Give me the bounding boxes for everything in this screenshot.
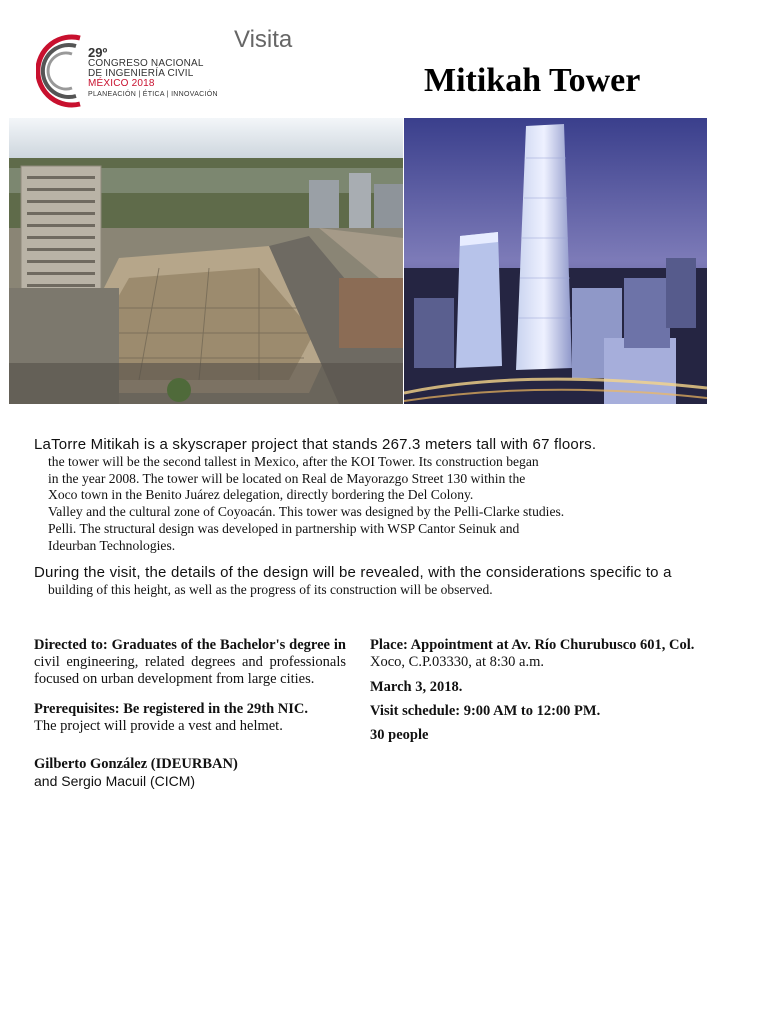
description-line: Ideurban Technologies. [48, 537, 176, 553]
logo-line-1: CONGRESO NACIONAL [88, 58, 204, 69]
directed-to [34, 637, 346, 688]
visit-paragraph [34, 564, 724, 598]
description-line: Valley and the cultural zone of Coyoacán. This tower was designed by the Pelli-Clarke studies. [48, 504, 565, 520]
description-lead: LaTorre Mitikah is a skyscraper project that stands 267.3 meters tall with 67 floors. [34, 436, 597, 453]
equipment-note: The project will provide a vest and helmet. [34, 718, 283, 734]
congress-logo-icon [36, 30, 96, 112]
description-line: Pelli. The structural design was developed in partnership with WSP Cantor Seinuk and [48, 520, 520, 536]
page-title: Mitikah Tower [424, 62, 641, 99]
visit-label: Visita [234, 26, 293, 53]
description-line: Xoco town in the Benito Juárez delegation, directly bordering the Del Colony. [48, 487, 474, 503]
visit-lead: During the visit, the details of the design will be revealed, with the considerations specific to a [34, 564, 672, 581]
visit-date: March 3, 2018. [370, 679, 463, 695]
directed-to-text: civil engineering, related degrees and professionals focused on urban development from large cities. [34, 654, 346, 687]
prerequisites: Prerequisites: Be registered in the 29th NIC. [34, 701, 308, 717]
logistics-column [370, 637, 730, 744]
description-paragraph [34, 437, 724, 555]
directed-to-label: Directed to: Graduates of the Bachelor's degree in [34, 637, 346, 653]
logo-number: 29º [88, 45, 108, 60]
place-address: Xoco, C.P.03330, at 8:30 a.m. [370, 654, 544, 670]
logo-text [88, 46, 218, 98]
description-line: in the year 2008. The tower will be located on Real de Mayorazgo Street 130 within the [48, 470, 526, 486]
visit-capacity: 30 people [370, 727, 429, 743]
place: Place: Appointment at Av. Río Churubusco 601, Col. [370, 637, 695, 653]
logo-line-3: MÉXICO 2018 [88, 78, 155, 89]
tower-render-photo [404, 118, 707, 404]
contact-primary: Gilberto González (IDEURBAN) [34, 756, 238, 772]
visit-line: building of this height, as well as the progress of its construction will be observed. [48, 582, 493, 597]
visit-schedule: Visit schedule: 9:00 AM to 12:00 PM. [370, 703, 601, 719]
construction-site-photo [9, 118, 403, 404]
congress-logo [36, 30, 226, 112]
contact-secondary: and Sergio Macuil (CICM) [34, 773, 196, 789]
audience-column [34, 637, 346, 790]
logo-line-2: DE INGENIERÍA CIVIL [88, 68, 194, 79]
logo-tagline: PLANEACIÓN | ÉTICA | INNOVACIÓN [88, 91, 218, 98]
description-line: the tower will be the second tallest in Mexico, after the KOI Tower. Its construction began [48, 453, 539, 469]
